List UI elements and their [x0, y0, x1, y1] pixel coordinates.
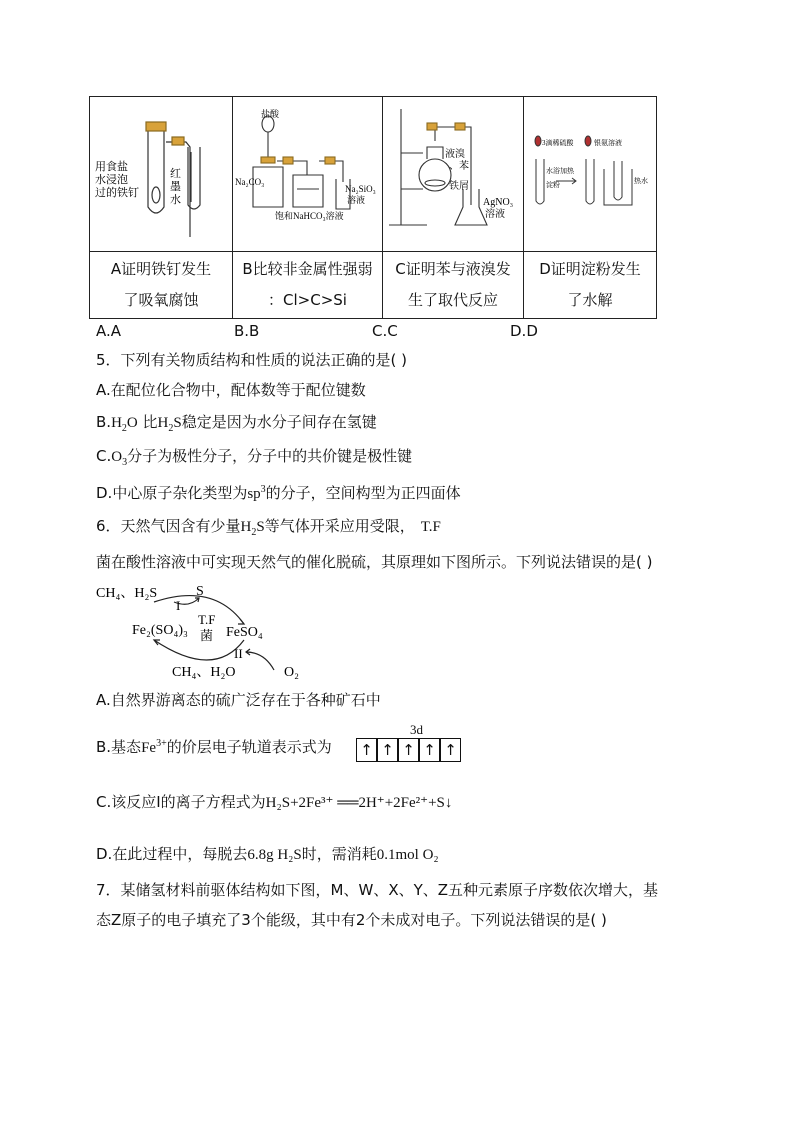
- q6-stem-line1: 6．天然气因含有少量$H_2S$等气体开采应用受限， T.F: [96, 517, 441, 538]
- orbital-box-2: ↑: [377, 738, 398, 762]
- label-b-right2: 溶液: [347, 195, 366, 205]
- apparatus-b-figure: [233, 97, 381, 247]
- label-b-left: Na₂CO₃: [235, 177, 265, 187]
- q5-stem: 5．下列有关物质结构和性质的说法正确的是( ): [96, 351, 408, 369]
- label-d1: 3滴稀硫酸: [542, 139, 574, 147]
- sulfur-cycle-diagram: [94, 580, 314, 682]
- orbital-box-5: ↑: [440, 738, 461, 762]
- diagram-roman-2: II: [234, 646, 243, 661]
- label-c1: 液溴: [445, 149, 465, 160]
- caption-a: A证明铁钉发生 了吸氧腐蚀: [90, 252, 233, 319]
- diagram-right: FeSO₄: [226, 625, 263, 640]
- apparatus-b-cell: [233, 97, 383, 252]
- label-d2: 银氨溶液: [594, 139, 622, 147]
- label-d4: 淀粉: [546, 181, 560, 189]
- diagram-left: Fe₂(SO₄)₃: [132, 623, 188, 638]
- orbital-diagram: [356, 738, 461, 762]
- label-d5: 热水: [634, 177, 648, 185]
- q6-option-c[interactable]: C.该反应I的离子方程式为H₂S+2Fe³⁺ ══2H⁺+2Fe²⁺+S↓: [96, 793, 453, 811]
- q4-option-d[interactable]: D.D: [510, 322, 538, 340]
- diagram-roman-1: I: [176, 598, 181, 613]
- q6-stem-line2: 菌在酸性溶液中可实现天然气的催化脱硫，其原理如下图所示。下列说法错误的是( ): [96, 553, 653, 571]
- apparatus-a-cell: [90, 97, 233, 252]
- experiment-table: [89, 96, 657, 319]
- label-a5: 墨: [170, 181, 181, 193]
- label-a1: 用食盐: [95, 161, 128, 173]
- label-d3: 水浴加热: [546, 167, 574, 175]
- caption-b: B比较非金属性强弱 ：Cl>C>Si: [233, 252, 383, 319]
- label-b-bottom: 饱和NaHCO₃溶液: [275, 211, 344, 221]
- orbital-label: 3d: [410, 722, 423, 737]
- diagram-bottom-left: CH₄、H₂O: [172, 665, 236, 680]
- diagram-center-2: 菌: [200, 628, 214, 643]
- apparatus-d-figure: [524, 97, 656, 247]
- q7-stem-line2: 态Z原子的电子填充了3个能级，其中有2个未成对电子。下列说法错误的是( ): [96, 911, 607, 929]
- label-c5: 溶液: [485, 209, 505, 220]
- orbital-box-1: ↑: [356, 738, 377, 762]
- q6-option-d[interactable]: D.在此过程中，每脱去6.8g H₂S时，需消耗0.1mol O₂: [96, 845, 439, 863]
- label-b-top: 盐酸: [261, 109, 280, 119]
- label-c4: AgNO₃: [483, 197, 514, 208]
- diagram-top-left: CH₄、H₂S: [96, 586, 158, 601]
- ionic-equation: H₂S+2Fe³⁺ ══2H⁺+2Fe²⁺+S↓: [265, 795, 453, 811]
- caption-d: D证明淀粉发生 了水解: [524, 252, 657, 319]
- diagram-center-1: T.F: [198, 612, 216, 627]
- q4-option-a[interactable]: A.A: [96, 322, 122, 340]
- label-c2: 、苯: [449, 161, 469, 172]
- label-a6: 水: [170, 194, 181, 206]
- apparatus-c-figure: [383, 97, 523, 247]
- q6-option-a[interactable]: A.自然界游离态的硫广泛存在于各种矿石中: [96, 691, 381, 709]
- label-c3: 铁屑: [449, 181, 469, 192]
- label-b-right: Na₂SiO₃: [345, 184, 376, 194]
- apparatus-a-figure: [90, 97, 231, 247]
- caption-c: C证明苯与液溴发 生了取代反应: [383, 252, 524, 319]
- label-a4: 红: [170, 168, 181, 180]
- q5-option-d[interactable]: D.中心原子杂化类型为$sp^3$的分子，空间构型为正四面体: [96, 484, 461, 502]
- label-a2: 水浸泡: [95, 174, 128, 186]
- label-a3: 过的铁钉: [95, 187, 139, 199]
- q5-option-a[interactable]: A.在配位化合物中，配体数等于配位键数: [96, 381, 366, 399]
- apparatus-c-cell: [383, 97, 524, 252]
- q5-option-b[interactable]: $B.H_2O$ 比$H_2S$稳定是因为水分子间存在氢键: [96, 413, 377, 434]
- orbital-box-4: ↑: [419, 738, 440, 762]
- diagram-top-right: S: [196, 584, 204, 599]
- q7-stem-line1: 7．某储氢材料前驱体结构如下图，M、W、X、Y、Z五种元素原子序数依次增大，基: [96, 881, 659, 899]
- q4-option-b[interactable]: B.B: [234, 322, 260, 340]
- q5-option-c[interactable]: $C.O_3$分子为极性分子，分子中的共价键是极性键: [96, 447, 413, 468]
- diagram-bottom-right: O₂: [284, 665, 299, 680]
- orbital-box-3: ↑: [398, 738, 419, 762]
- apparatus-d-cell: [524, 97, 657, 252]
- q6-option-b[interactable]: B.基态$Fe^{3+}$的价层电子轨道表示式为: [96, 738, 332, 756]
- q4-option-c[interactable]: C.C: [372, 322, 398, 340]
